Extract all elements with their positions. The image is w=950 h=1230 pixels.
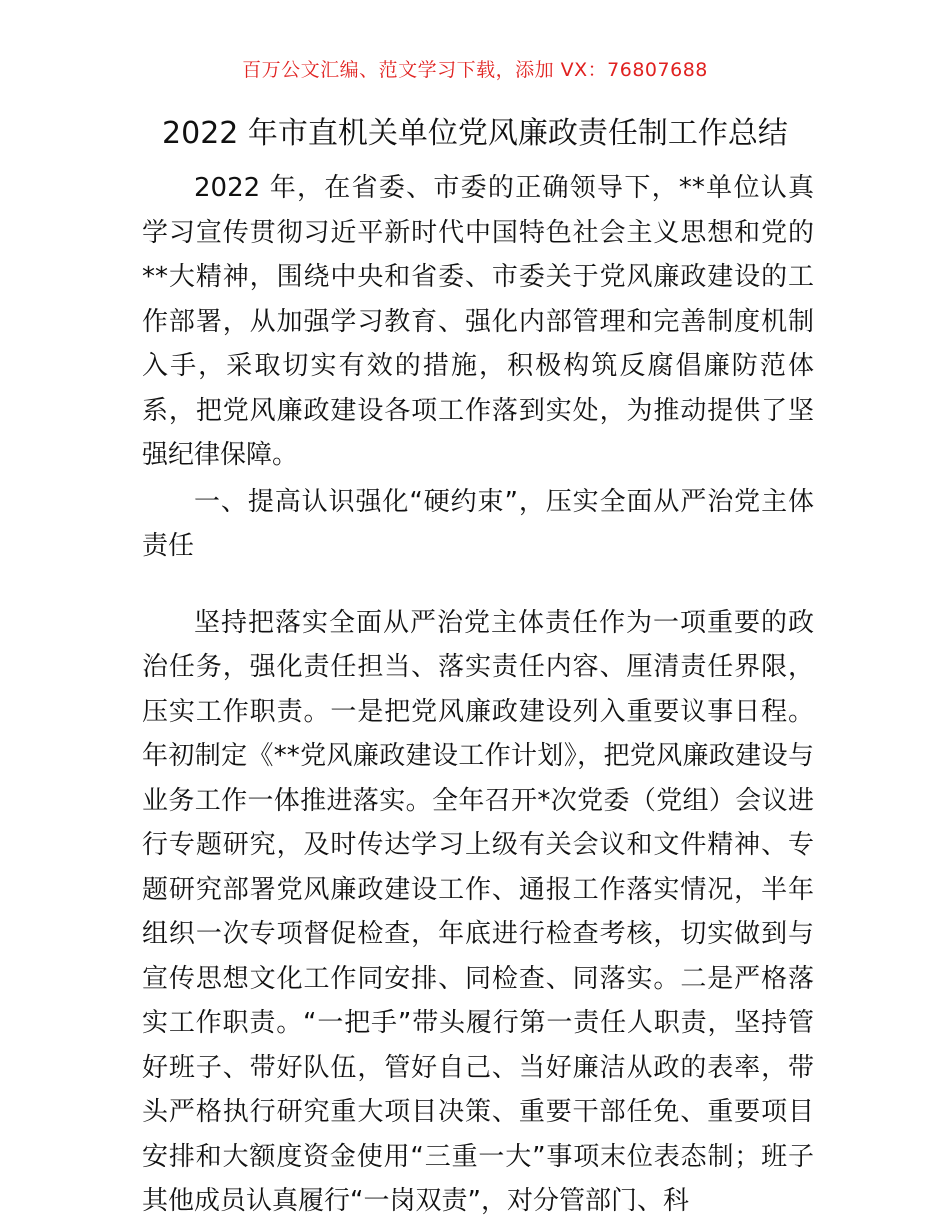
document-title: 2022 年市直机关单位党风廉政责任制工作总结 [162, 116, 788, 151]
intro-paragraph: 2022 年，在省委、市委的正确领导下，**单位认真学习宣传贯彻习近平新时代中国特色社会主义思想和党的**大精神，围绕中央和省委、市委关于党风廉政建设的工作部署，从加强学习教育、强化内部管理和完善制度机制入手，采取切实有效的措施，积极构筑反腐倡廉防范体系，把党风廉政建设各项工作落到实处，为推动提供了坚强纪律保障。 [142, 173, 814, 470]
section-heading-1: 一、提高认识强化“硬约束”，压实全面从严治党主体责任 [142, 486, 814, 561]
section-1-paragraph: 坚持把落实全面从严治党主体责任作为一项重要的政治任务，强化责任担当、落实责任内容、厘清责任界限，压实工作职责。一是把党风廉政建设列入重要议事日程。年初制定《**党风廉政建设工作计划》，把党风廉政建设与业务工作一体推进落实。全年召开*次党委（党组）会议进行专题研究，及时传达学习上级有关会议和文件精神、专题研究部署党风廉政建设工作、通报工作落实情况，半年组织一次专项督促检查，年底进行检查考核，切实做到与宣传思想文化工作同安排、同检查、同落实。二是严格落实工作职责。“一把手”带头履行第一责任人职责，坚持管好班子、带好队伍，管好自己、当好廉洁从政的表率，带头严格执行研究重大项目决策、重要干部任免、重要项目安排和大额度资金使用“三重一大”事项末位表态制；班子其他成员认真履行“一岗双责”，对分管部门、科 [142, 607, 814, 1216]
document-body [142, 166, 814, 1224]
watermark-banner: 百万公文汇编、范文学习下载，添加 VX：76807688 [242, 59, 708, 81]
paragraph-spacer [142, 569, 814, 601]
